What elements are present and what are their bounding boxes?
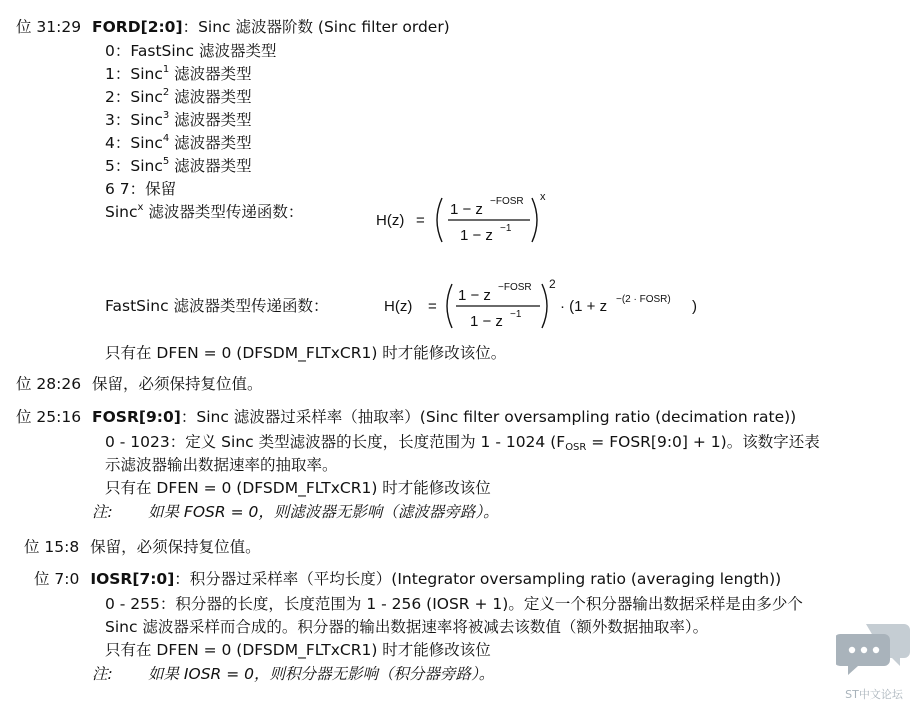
iosr-note — [92, 667, 494, 683]
ford-bits: 位 31:29 — [16, 18, 82, 36]
formula-denominator-exp: −1 — [500, 223, 512, 234]
ford-option-3 — [105, 110, 252, 129]
fosr-title: ：Sinc 滤波器过采样率（抽取率）(Sinc filter oversampling ratio (decimation rate)) — [180, 408, 797, 426]
formula-tail-exp: −(2 · FOSR) — [616, 294, 671, 305]
reserved-28-26-text: 保留，必须保持复位值。 — [92, 375, 263, 393]
iosr-desc-line-1: 0 - 255：积分器的长度，长度范围为 1 - 256 (IOSR + 1)。定义一个积分器输出数据采样是由多少个 — [105, 595, 803, 613]
note-text: 如果 IOSR = 0，则积分器无影响（积分器旁路）。 — [148, 665, 495, 683]
iosr-only-when: 只有在 DFEN = 0 (DFSDM_FLTxCR1) 时才能修改该位 — [105, 641, 491, 659]
option-base: Sinc — [130, 65, 163, 83]
formula-power: x — [540, 191, 546, 203]
option-code: 5： — [105, 157, 131, 175]
option-base: Sinc — [130, 111, 163, 129]
note-label: 注: — [92, 503, 113, 521]
fastsinc-transfer-formula — [380, 274, 710, 342]
option-order: 3 — [162, 110, 170, 121]
formula-numerator: 1 − z — [458, 287, 491, 304]
left-paren — [447, 284, 452, 328]
option-base: FastSinc — [130, 42, 195, 60]
formula-denominator: 1 − z — [460, 227, 493, 244]
iosr-field-name: IOSR[7:0] — [90, 570, 175, 588]
reserved-15-8-text: 保留，必须保持复位值。 — [90, 538, 261, 556]
fosr-bits: 位 25:16 — [16, 408, 82, 426]
fastsinc-transfer-label: FastSinc 滤波器类型传递函数： — [105, 297, 329, 315]
option-desc: 滤波器类型 — [169, 65, 252, 83]
option-base: Sinc — [130, 157, 163, 175]
option-base: Sinc — [130, 134, 163, 152]
option-desc: 滤波器类型 — [169, 111, 252, 129]
option-code: 6 7： — [105, 180, 146, 198]
formula-tail-close: ) — [692, 298, 697, 315]
fosr-desc-sub: OSR — [565, 442, 587, 453]
formula-numerator: 1 − z — [450, 201, 483, 218]
sinc-transfer-formula — [372, 188, 562, 256]
sinc-label-base: Sinc — [105, 203, 138, 221]
option-code: 0： — [105, 42, 131, 60]
option-desc: 滤波器类型 — [169, 157, 252, 175]
ford-option-2 — [105, 87, 252, 106]
option-code: 1： — [105, 65, 131, 83]
option-order: 2 — [162, 87, 170, 98]
ford-option-4 — [105, 133, 252, 152]
formula-tail: · (1 + z — [560, 298, 608, 315]
option-code: 2： — [105, 88, 131, 106]
option-code: 3： — [105, 111, 131, 129]
ford-field-name: FORD[2:0] — [92, 18, 183, 36]
ford-only-when: 只有在 DFEN = 0 (DFSDM_FLTxCR1) 时才能修改该位。 — [105, 344, 507, 362]
fosr-field-name: FOSR[9:0] — [92, 408, 181, 426]
iosr-header — [34, 572, 781, 588]
ford-option-0 — [105, 44, 276, 60]
fosr-desc-line-2: 示滤波器输出数据速率的抽取率。 — [105, 456, 338, 474]
ford-option-5 — [105, 156, 252, 175]
sinc-transfer-label — [105, 202, 304, 221]
fosr-header — [16, 410, 796, 426]
formula-lhs: H(z) — [384, 298, 413, 315]
watermark-text: ST中文论坛 — [845, 688, 903, 701]
right-paren — [532, 198, 537, 242]
option-order: 1 — [162, 64, 170, 75]
formula-denominator-exp: −1 — [510, 309, 522, 320]
ford-header — [16, 20, 450, 36]
reserved-15-8 — [24, 540, 261, 556]
formula-numerator-exp: −FOSR — [490, 196, 524, 207]
fosr-desc-line-1 — [105, 435, 820, 451]
sinc-label-sup: x — [137, 202, 144, 213]
option-base: 保留 — [145, 180, 177, 198]
ford-title: ：Sinc 滤波器阶数 (Sinc filter order) — [182, 18, 450, 36]
option-order: 4 — [162, 133, 170, 144]
option-base: Sinc — [130, 88, 163, 106]
formula-power: 2 — [549, 277, 556, 291]
note-text: 如果 FOSR = 0，则滤波器无影响（滤波器旁路）。 — [148, 503, 499, 521]
reserved-28-26-bits: 位 28:26 — [16, 375, 82, 393]
ford-option-1 — [105, 64, 252, 83]
iosr-title: ：积分器过采样率（平均长度）(Integrator oversampling ratio (averaging length)) — [174, 570, 782, 588]
chat-bubble-icon — [836, 620, 912, 676]
reserved-28-26 — [16, 377, 263, 393]
reserved-15-8-bits: 位 15:8 — [24, 538, 80, 556]
fosr-desc-b: = FOSR[9:0] + 1)。该数字还表 — [586, 433, 820, 451]
right-paren — [542, 284, 547, 328]
st-forum-watermark — [836, 620, 912, 700]
ford-option-6 — [105, 182, 176, 198]
option-desc: 滤波器类型 — [194, 42, 277, 60]
left-paren — [437, 198, 442, 242]
fosr-note — [92, 505, 499, 521]
note-label: 注: — [92, 665, 113, 683]
option-desc: 滤波器类型 — [169, 134, 252, 152]
formula-denominator: 1 − z — [470, 313, 503, 330]
iosr-desc-line-2: Sinc 滤波器采样而合成的。积分器的输出数据速率将被减去该数值（额外数据抽取率）。 — [105, 618, 709, 636]
fosr-only-when: 只有在 DFEN = 0 (DFSDM_FLTxCR1) 时才能修改该位 — [105, 479, 491, 497]
formula-eq: = — [428, 298, 437, 315]
formula-numerator-exp: −FOSR — [498, 282, 532, 293]
formula-lhs: H(z) — [376, 212, 405, 229]
fosr-desc-a: 0 - 1023：定义 Sinc 类型滤波器的长度，长度范围为 1 - 1024 (F — [105, 433, 566, 451]
iosr-bits: 位 7:0 — [34, 570, 80, 588]
sinc-label-desc: 滤波器类型传递函数： — [143, 203, 304, 221]
formula-eq: = — [416, 212, 425, 229]
option-code: 4： — [105, 134, 131, 152]
option-desc: 滤波器类型 — [169, 88, 252, 106]
option-order: 5 — [162, 156, 170, 167]
